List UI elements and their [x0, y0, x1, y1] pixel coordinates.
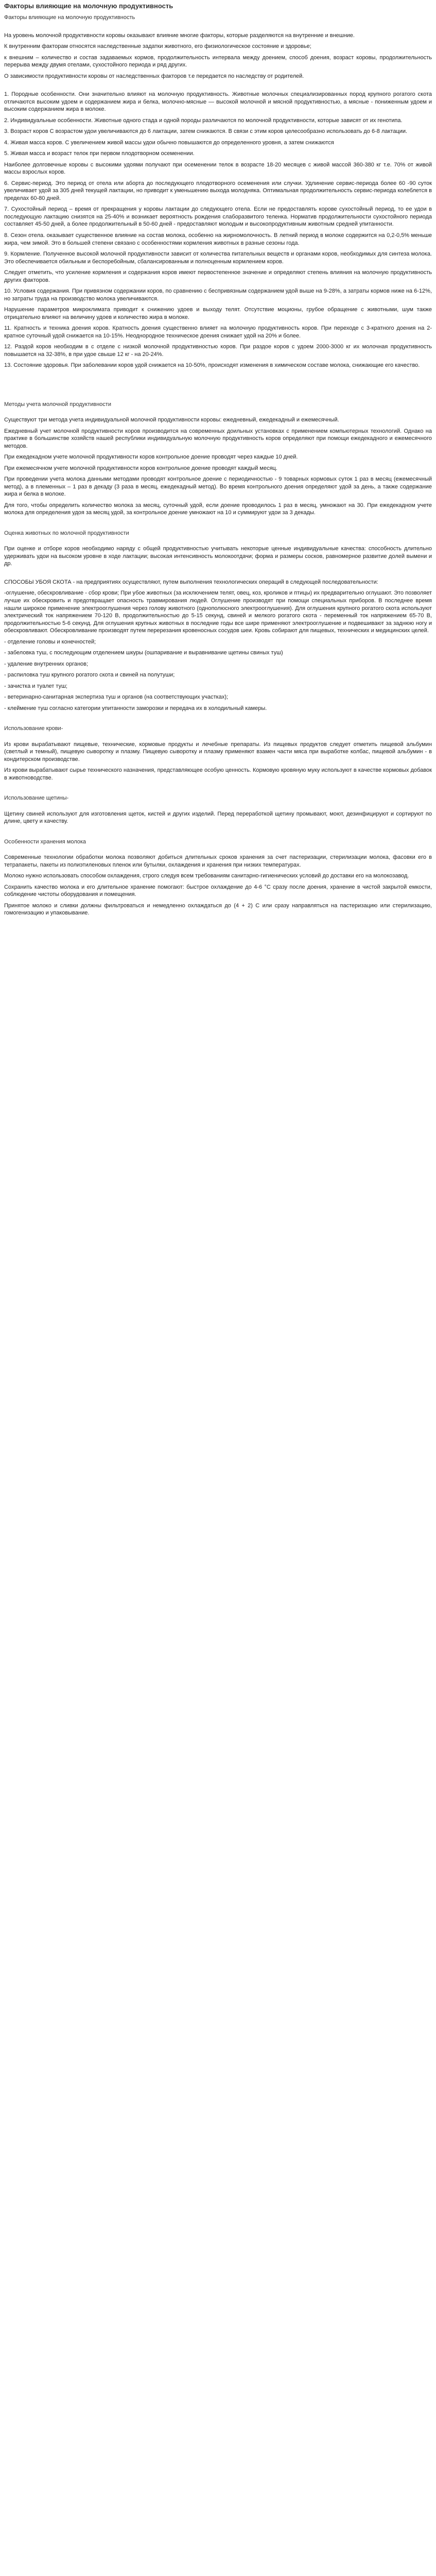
- factors-list: [4, 91, 432, 369]
- section-paragraph: Современные технологии обработки молока позволяют добиться длительных сроков хранения за счет пастеризации, стерилизации молока, фасовки его в тетрапакеты, пакеты из полиэтиленовых пленок или бутылки, охлаждения и хранения при низких температурах.: [4, 854, 432, 868]
- page-subtitle: Факторы влияющие на молочную продуктивность: [4, 14, 135, 21]
- accounting-section: [4, 401, 432, 517]
- factor-item: 2. Индивидуальные особенности. Животные одного стада и одной породы различаются по молочной продуктивности, которые зависят от их генотипа.: [4, 117, 403, 124]
- document-page: [0, 2, 436, 917]
- section-paragraph: Существуют три метода учета индивидуальной молочной продуктивности коровы: ежедневный, ежедекадный и ежемесячный.: [4, 417, 339, 423]
- spacer: [4, 716, 432, 723]
- spacer: [4, 83, 432, 91]
- section-paragraph: Щетину свиней используют для изготовления щеток, кистей и других изделий. Перед переработкой щетину промывают, моют, дезинфицируют и сортируют по длине, цвету и качеству.: [4, 810, 432, 825]
- section-paragraph: Из крови вырабатывают сырье технического назначения, представляющее особую ценность. Кормовую кровяную муку используют в качестве кормовых добавок в животноводстве.: [4, 767, 432, 781]
- factor-item: 5. Живая масса и возраст телок при первом плодотворном осеменении.: [4, 150, 195, 157]
- section-paragraph: - ветеринарно-санитарная экспертиза туш и органов (на соответствующих участках);: [4, 694, 229, 701]
- factor-item: 8. Сезон отела. оказывает существенное влияние на состав молока, особенно на жирномолочность. В летний период в молоке содержится на 0,2-0,5% меньше жира, чем зимой. Это в большей степени связано с особенностями кормления животных в разные сезоны года.: [4, 232, 432, 246]
- section-paragraph: При ежемесячном учете молочной продуктивности коров контрольное доение проводят каждый месяц.: [4, 465, 277, 471]
- factor-item: 10. Условия содержания. При привязном содержании коров, по сравнению с беспривязным содержанием удой выше на 9-28%, а затраты кормов ниже на 6-12%, но затраты труда на производство молока увеличиваются.: [4, 288, 432, 302]
- assessment-section: [4, 530, 432, 568]
- spacer: [4, 520, 432, 528]
- intro-paragraph: К внутренним факторам относятся наследственные задатки животного, его физиологическое состояние и здоровье;: [4, 43, 311, 50]
- section-paragraph: -оглушение, обескровливание - сбор крови; При убое животных (за исключением телят, овец, коз, кроликов и птицы) их предварительно оглушают. Это позволяет лучше их обескровить и предотвращает опасность травмирования людей. Оглушение производят при помощи специальных приборов. В последнее время нашли широкое применение электрооглушения через голову животного (однополюсного электрооглушения). Для оглушения крупного рогатого скота используют электрический ток напряжением 70-120 В, продолжительностью до 5-15 секунд, свиней и мелкого рогатого скота - переменный ток напряжением 65-70 В, продолжительностью 5-6 секунд. Для оглушения крупных животных в последние годы все шире применяют электрооглушение и подвешивают за заднюю ногу и обескровливают. Обескровливание производят путем перерезания кровеносных сосудов шеи. Кровь собирают для пищевых, технических и медицинских целей.: [4, 590, 432, 634]
- factor-item: 3. Возраст коров С возрастом удои увеличиваются до 6 лактации, затем снижаются. В связи с этим коров целесообразно использовать до 6-8 лактации.: [4, 128, 408, 135]
- intro-paragraph: На уровень молочной продуктивности коровы оказывают влияние многие факторы, которые разделяются на внутренние и внешние.: [4, 32, 355, 39]
- section-paragraph: При ежедекадном учете молочной продуктивности коров контрольное доение проводят через каждые 10 дней.: [4, 454, 298, 461]
- section-paragraph: Молоко нужно использовать способом охлаждения, строго следуя всем требованиям санитарно-гигиенических условий до доставки его на молокозавод.: [4, 873, 409, 879]
- section-paragraph: Сохранить качество молока и его длительное хранение помогают: быстрое охлаждение до 4-6 °С сразу после доения, хранение в чистой закрытой емкости, соблюдение чистоты оборудования и помещения.: [4, 884, 432, 898]
- section-heading: Использование щетины-: [4, 795, 69, 802]
- section-paragraph: СПОСОБЫ УБОЯ СКОТА - на предприятиях осуществляют, путем выполнения технологических операций в следующей последовательности:: [4, 579, 378, 585]
- section-paragraph: При проведении учета молока данными методами проводят контрольное доение с периодичностью - 9 товарных кормовых суток 1 раз в месяц (ежемесячный метод), а в племенных – 1 раз в декаду (3 раза в месяц, ежедекадный метод). Во время контрольного доения определяют удой за день, а также содержание жира и белка в молоке.: [4, 476, 432, 498]
- milk-storage-section: [4, 838, 432, 917]
- section-heading: Особенности хранения молока: [4, 838, 86, 845]
- section-heading: Использование крови-: [4, 725, 63, 732]
- section-paragraph: - зачистка и туалет туш;: [4, 683, 67, 689]
- factor-item: 7. Сухостойный период – время от прекращения у коровы лактации до следующего отела. Если не предоставлять корове сухостойный период, то ее удои в последующую лактацию снизятся на 25-40% и возникает вероятность рождения слаборазвитого теленка. Норматив продолжительности сухостойного периода составляет 45-50 дней, а более продолжительный в 50-60 дней - предоставляют молодым и высокопродуктивным животным средней упитанности.: [4, 206, 432, 228]
- factor-item: 9. Кормление. Полученное высокой молочной продуктивности зависит от количества питательных веществ и органами коров, необходимых для синтеза молока. Это обеспечивается обильным и беспоребойным, сбалансированным и полноценным кормлением коров.: [4, 251, 432, 265]
- factor-item: Наиболее долговечные коровы с высокими удоями получают при осеменении телок в возрасте 18-20 месяцев с живой массой 360-380 кг т.е. 70% от живой массы взрослых коров.: [4, 161, 432, 176]
- spacer: [4, 829, 432, 836]
- spacer: [4, 785, 432, 792]
- section-paragraph: Для того, чтобы определить количество молока за месяц, суточный удой, если доение проводилось 1 раз в месяц, умножают на 30. При ежедекадном учете молока для определения удоя за месяц удой, за контрольное доение умножают на 10 и суммируют удои за 3 декады.: [4, 502, 432, 516]
- intro-paragraph: О зависимости продуктивности коровы от наследственных факторов т.е передается по наследству от родителей.: [4, 73, 304, 79]
- section-paragraph: - забеловка туш, с последующим отделением шкуры (ошпаривание и выравнивание щетины свиных туш): [4, 650, 283, 656]
- factor-item: 12. Раздой коров необходим в с отделе с низкой молочной продуктивностью коров. При раздое коров с удоем 2000-3000 кг их молочная продуктивность повышается на 32-38%, в при удое свыше 12 кг - на 20-24%.: [4, 344, 432, 358]
- factor-item: Нарушение параметров микроклимата приводит к снижению удоев и выходу телят. Отсутствие моционы, грубое обращение с животными, шум также отрицательно влияют на величину удоев и количество жира в молоке.: [4, 307, 432, 320]
- factor-item: 11. Кратность и техника доения коров. Кратность доения существенно влияет на молочную продуктивность коров. При переходе с 3-кратного доения на 2-кратное суточный удой снижается на 10-15%. Неоднородное техническое доения снижает удой на 20% и более.: [4, 325, 432, 339]
- factor-item: 1. Породные особенности. Они значительно влияют на молочную продуктивность. Животные молочных специализированных пород крупного рогатого скота отличаются высоким удоем и содержанием жира и белка, молочно-мясные — высокой молочной и мясной продуктивностью, а мясные - пониженным удоем и высоким содержанием жира в молоке.: [4, 91, 432, 113]
- section-paragraph: - клеймение туш согласно категории упитанности заморозки и передача их в холодильный камеры.: [4, 705, 267, 711]
- section-paragraph: - распиловка туш крупного рогатого скота и свиней на полутуши;: [4, 672, 175, 679]
- intro-paragraph: к внешним – количество и состав задаваемых кормов, продолжительность интервала между доением, способ доения, возраст коровы, продолжительность перерыва между двумя отелами, сухостойного периода и ряд других.: [4, 54, 432, 69]
- section-paragraph: Из крови вырабатывают пищевые, технические, кормовые продукты и лечебные препараты. Из пищевых продуктов следует отметить пищевой альбумин (светлый и темный), пищевую сыворотку и плазму. Пищевую сыворотку и плазму применяют взамен части мяса при выработке колбас, пищевой альбумин - в кондитерском производстве.: [4, 741, 432, 762]
- section-paragraph: При оценке и отборе коров необходимо наряду с общей продуктивностью учитывать некоторые ценные индивидуальные качества: способность длительно удерживать удои на высоком уровне в ходе лактации; высокая интенсивность молокоотдачи; форма и размеры сосков, равномерное развитие долей вымени и др.: [4, 546, 432, 567]
- factor-item: 4. Живая масса коров. С увеличением живой массы удои обычно повышаются до определенного уровня, а затем снижаются: [4, 139, 334, 146]
- intro-section: [4, 32, 432, 80]
- spacer: [4, 373, 432, 399]
- page-title: Факторы влияющие на молочную продуктивность: [4, 2, 173, 10]
- section-paragraph: - отделение головы и конечностей;: [4, 638, 96, 645]
- factor-item: 6. Сервис-период. Это период от отела или аборта до последующего плодотворного осеменения или случки. Удлинение сервис-периода более 60 -90 суток увеличивает удой за 305 дней текущей лактации, но приводит к уменьшению выхода молодняка. Оптимальная продолжительность сервис-периода колеблется в пределах 60-80 дней.: [4, 180, 432, 201]
- factor-item: 13. Состояние здоровья. При заболевании коров удой снижается на 10-50%, происходят изменения в химическом составе молока, снижающие его качество.: [4, 362, 420, 369]
- section-heading: Оценка животных по молочной продуктивности: [4, 530, 129, 536]
- factor-item: Следует отметить, что усиление кормления и содержания коров имеют первостепенное значение и определяют степень влияния на молочную продуктивность других факторов.: [4, 269, 432, 283]
- hair-section: [4, 794, 432, 825]
- section-paragraph: - удаление внутренних органов;: [4, 660, 89, 667]
- section-paragraph: Ежедневный учет молочной продуктивности коров производится на современных доильных установках с применением компьютерных технологий. Однако на практике в большинстве хозяйств нашей республики индивидуальную молочную продуктивность коров определяют при помощи ежедекадного и ежемесячного методов.: [4, 428, 432, 449]
- blood-section: [4, 725, 432, 782]
- section-heading: Методы учета молочной продуктивности: [4, 401, 111, 408]
- slaughter-section: [4, 579, 432, 712]
- section-paragraph: Принятое молоко и сливки должны фильтроваться и немедленно охлаждаться до (4 + 2) С или сразу направляться на пастеризацию или стерилизацию, гомогенизацию и упаковывание.: [4, 902, 432, 917]
- spacer: [4, 571, 432, 579]
